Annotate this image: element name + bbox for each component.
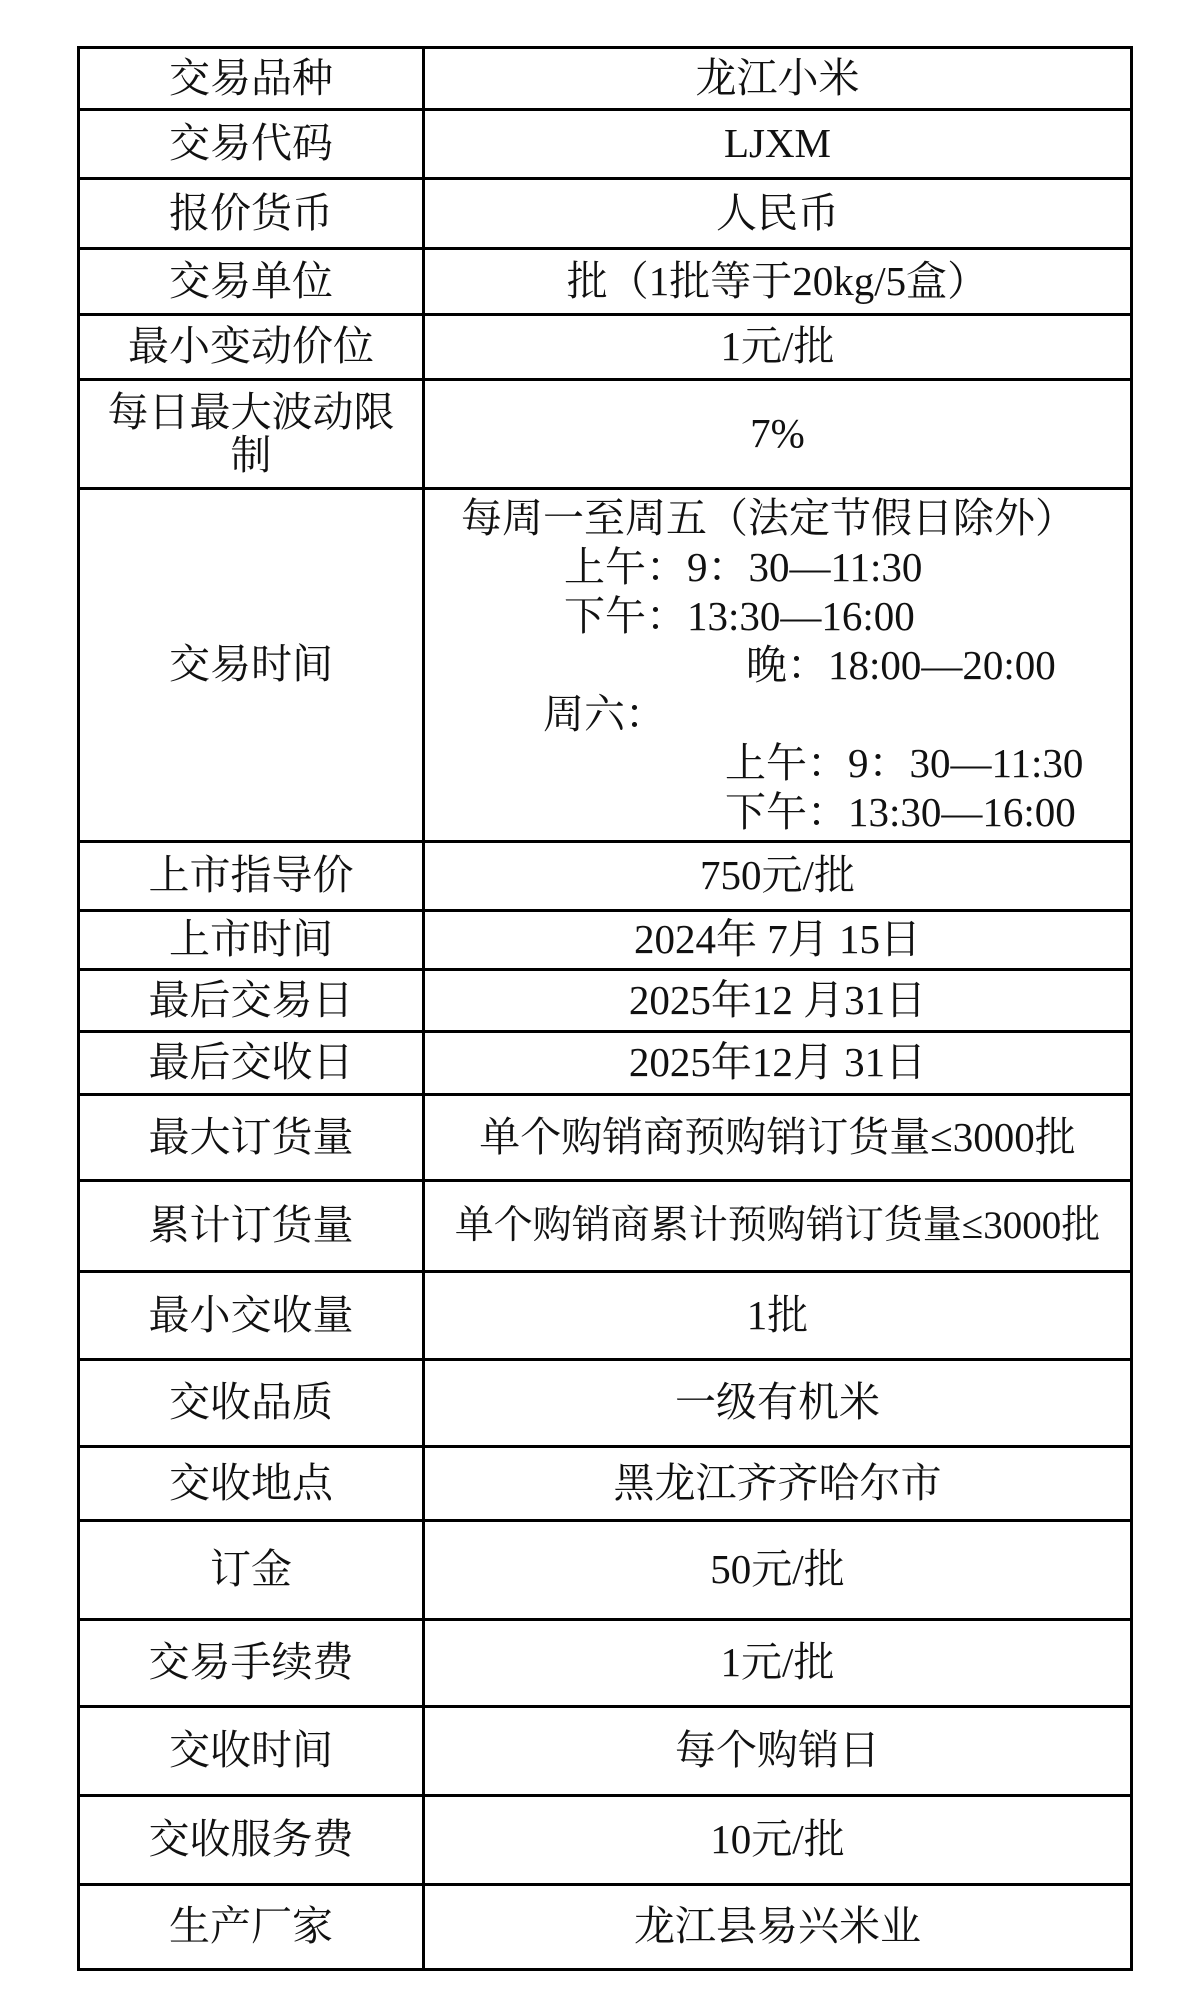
- last-trading-day-label: 最后交易日: [80, 971, 422, 1030]
- delivery-quality-value: 一级有机米: [425, 1361, 1130, 1445]
- listing-date-value: 2024年 7月 15日: [425, 912, 1130, 968]
- trading-hours-saturday-afternoon: 下午：13:30—16:00: [725, 788, 1076, 835]
- trading-hours-weekday-line: 每周一至周五（法定节假日除外）: [461, 494, 1076, 541]
- trading-code-label: 交易代码: [80, 111, 422, 177]
- listing-guide-price-value: 750元/批: [425, 843, 1130, 909]
- trading-fee-label: 交易手续费: [80, 1621, 422, 1705]
- manufacturer-label: 生产厂家: [80, 1886, 422, 1968]
- delivery-service-fee-label: 交收服务费: [80, 1797, 422, 1883]
- delivery-time-label: 交收时间: [80, 1708, 422, 1794]
- min-delivery-quantity-value: 1批: [425, 1273, 1130, 1358]
- delivery-service-fee-value: 10元/批: [425, 1797, 1130, 1883]
- trading-code-value: LJXM: [425, 111, 1130, 177]
- trading-unit-value: 批（1批等于20kg/5盒）: [425, 250, 1130, 313]
- manufacturer-value: 龙江县易兴米业: [425, 1886, 1130, 1968]
- daily-limit-value: 7%: [425, 381, 1130, 487]
- min-price-tick-label: 最小变动价位: [80, 316, 422, 378]
- delivery-time-value: 每个购销日: [425, 1708, 1130, 1794]
- trading-variety-value: 龙江小米: [425, 49, 1130, 108]
- trading-unit-label: 交易单位: [80, 250, 422, 313]
- quote-currency-label: 报价货币: [80, 180, 422, 247]
- trading-hours-weekday-evening: 晚：18:00—20:00: [746, 641, 1056, 688]
- min-delivery-quantity-label: 最小交收量: [80, 1273, 422, 1358]
- spec-table: [77, 46, 1133, 1971]
- delivery-location-value: 黑龙江齐齐哈尔市: [425, 1448, 1130, 1519]
- trading-hours-weekday-morning: 上午：9：30—11:30: [564, 543, 923, 590]
- daily-limit-label-cell: [80, 381, 422, 487]
- quote-currency-value: 人民币: [425, 180, 1130, 247]
- trading-hours-saturday-line: 周六：: [543, 690, 666, 737]
- trading-hours-weekday-afternoon: 下午：13:30—16:00: [564, 592, 915, 639]
- cumulative-order-quantity-value: 单个购销商累计预购销订货量≤3000批: [425, 1182, 1130, 1270]
- daily-limit-label: 每日最大波动限制: [107, 388, 395, 478]
- trading-hours-saturday-morning: 上午：9：30—11:30: [725, 739, 1084, 786]
- trading-variety-label: 交易品种: [80, 49, 422, 108]
- trading-hours-value: [425, 490, 1130, 840]
- cumulative-order-quantity-label: 累计订货量: [80, 1182, 422, 1270]
- listing-guide-price-label: 上市指导价: [80, 843, 422, 909]
- last-trading-day-value: 2025年12 月31日: [425, 971, 1130, 1030]
- last-delivery-day-value: 2025年12月 31日: [425, 1033, 1130, 1093]
- deposit-label: 订金: [80, 1522, 422, 1618]
- listing-date-label: 上市时间: [80, 912, 422, 968]
- max-order-quantity-label: 最大订货量: [80, 1096, 422, 1179]
- trading-hours-label: 交易时间: [80, 490, 422, 840]
- delivery-quality-label: 交收品质: [80, 1361, 422, 1445]
- max-order-quantity-value: 单个购销商预购销订货量≤3000批: [425, 1096, 1130, 1179]
- deposit-value: 50元/批: [425, 1522, 1130, 1618]
- delivery-location-label: 交收地点: [80, 1448, 422, 1519]
- trading-fee-value: 1元/批: [425, 1621, 1130, 1705]
- min-price-tick-value: 1元/批: [425, 316, 1130, 378]
- last-delivery-day-label: 最后交收日: [80, 1033, 422, 1093]
